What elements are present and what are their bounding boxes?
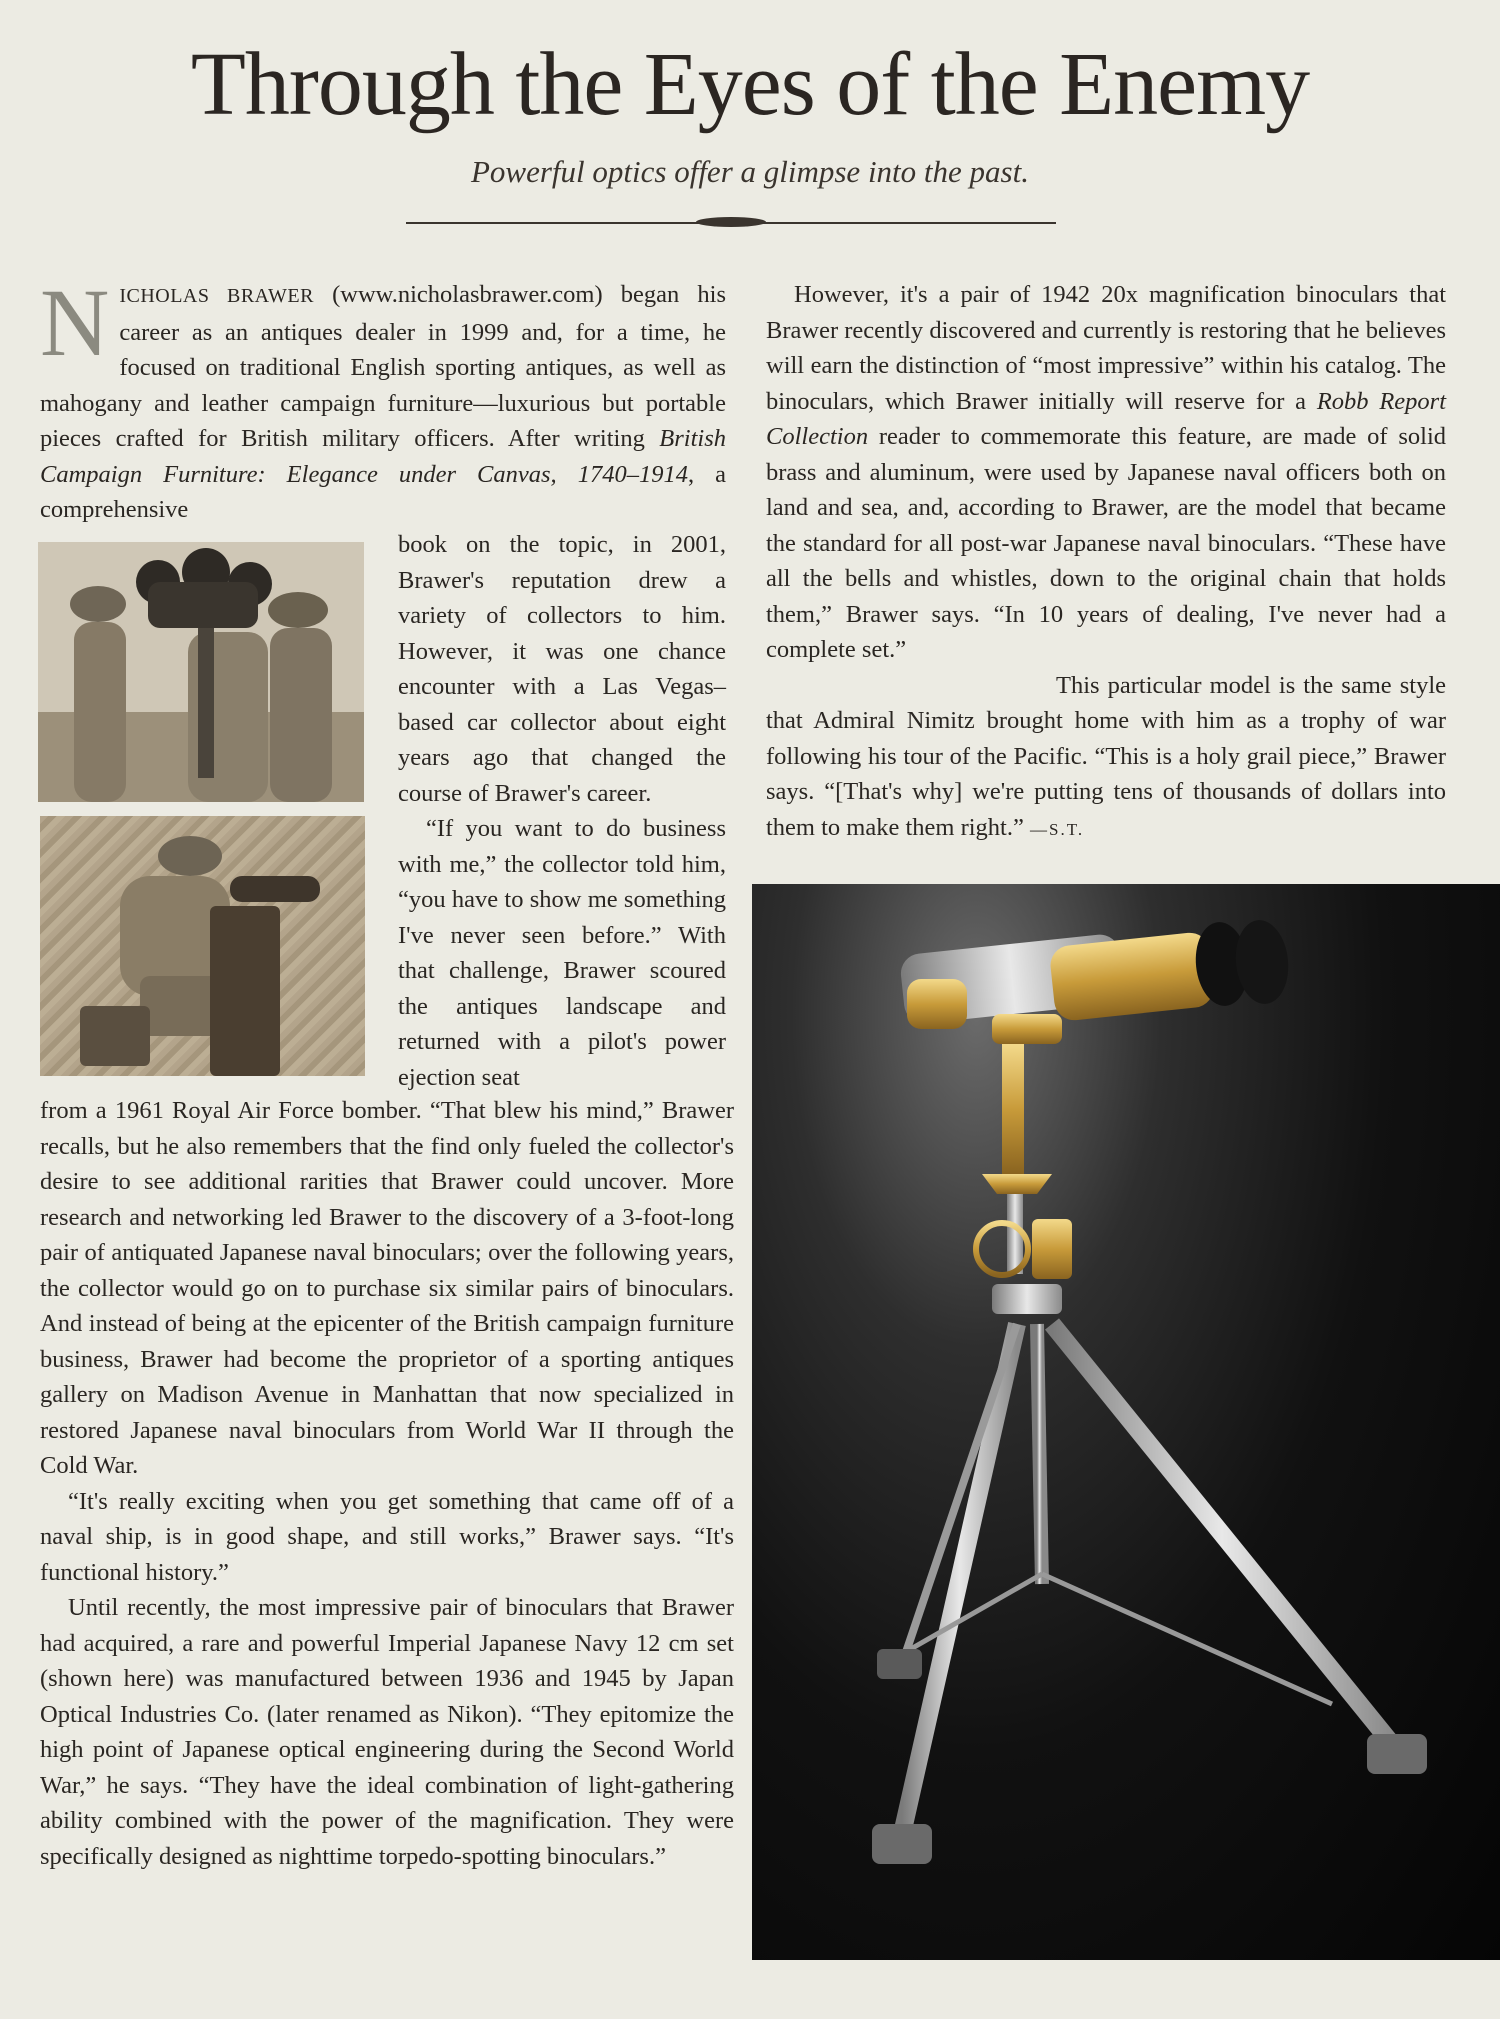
- right-column: [766, 277, 1446, 847]
- author-signature: —S.T.: [1030, 819, 1085, 839]
- paragraph: Until recently, the most impressive pair of binoculars that Brawer had acquired, a rare and powerful Imperial Japanese Navy 12 cm set (shown here) was manufactured between 1936 and 1945 by Japan Optical Industries Co. (later renamed as Nikon). “They epitomize the high point of Japanese optical engineering during the Second World War,” he says. “They have the ideal combination of light-gathering ability combined with the power of the magnification. They were specifically designed as nighttime torpedo-spotting binoculars.”: [40, 1594, 734, 1870]
- binoculars-tripod-illustration: [752, 884, 1500, 1960]
- historic-photo-1: [38, 542, 364, 802]
- paragraph-text: , a comprehensive: [40, 460, 727, 523]
- publication-name: Robb Report Collection: [766, 387, 1446, 450]
- binoculars-on-tripod-photo: [752, 884, 1500, 1960]
- left-column-narrow: [398, 527, 726, 1095]
- article-title: Through the Eyes of the Enemy: [190, 35, 1310, 134]
- paragraph-text: reader to commemorate this feature, are made of solid brass and aluminum, were used by Japanese naval officers both on land and sea, and, according to Brawer, are the model that became the standard for all post-war Japanese naval binoculars. “These have all the bells and whistles, down to the original chain that holds them,” Brawer says. “In 10 years of dealing, I've never had a complete set.”: [766, 423, 1446, 663]
- soldiers-illustration: [38, 542, 364, 802]
- paragraph-text: (www.nicholasbrawer.com) began his career as an antiques dealer in 1999 and, for a time, he focused on traditional English sporting antiques, as well as mahogany and leather campaign furniture—luxurious but portable pieces crafted for British military officers. After writing: [40, 281, 726, 452]
- paragraph: “It's really exciting when you get something that came off of a naval ship, is in good shape, and still works,” Brawer says. “It's functional history.”: [40, 1487, 734, 1586]
- paragraph-text: However, it's a pair of 1942 20x magnification binoculars that Brawer recently discovered and currently is restoring that he believes will earn the distinction of “most impressive” within his catalog. The binoculars, which Brawer initially will reserve for a: [766, 281, 1446, 415]
- paragraph: from a 1961 Royal Air Force bomber. “That blew his mind,” Brawer recalls, but he also remembers that the find only fueled the collector's desire to see additional rarities that Brawer could uncover. More research and networking led Brawer to the discovery of a 3-foot-long pair of antiquated Japanese naval binoculars; over the following years, the collector would go on to purchase six similar pairs of binoculars. And instead of being at the epicenter of the British campaign furniture business, Brawer had become the proprietor of a sporting antiques gallery on Madison Avenue in Manhattan that now specialized in restored Japanese naval binoculars from World War II through the Cold War.: [40, 1097, 734, 1479]
- divider-ornament: [696, 217, 766, 227]
- historic-photo-2: [40, 816, 365, 1076]
- paragraph: book on the topic, in 2001, Brawer's reputation drew a variety of collectors to him. However, it was one chance encounter with a Las Vegas–based car collector about eight years ago that changed the course of Brawer's career.: [398, 531, 726, 807]
- paragraph: “If you want to do business with me,” the collector told him, “you have to show me something I've never seen before.” With that challenge, Brawer scoured the antiques landscape and returned with a pilot's power ejection seat: [398, 815, 726, 1091]
- paragraph-text: This particular model is the same style that Admiral Nimitz brought home with him as a trophy of war following his tour of the Pacific. “This is a holy grail piece,” Brawer says. “[That's why] we're putting tens of thousands of dollars into them to make them right.”: [766, 671, 1446, 841]
- drop-cap: N: [40, 269, 110, 376]
- left-column-lower: [40, 1093, 734, 1874]
- article-subtitle: Powerful optics offer a glimpse into the past.: [471, 154, 1029, 189]
- soldier-scope-illustration: [40, 816, 365, 1076]
- left-column-intro: [40, 269, 727, 528]
- book-title: British Campaign Furniture: Elegance under Canvas, 1740–1914: [40, 425, 726, 488]
- lead-name: ICHOLAS BRAWER: [119, 285, 314, 307]
